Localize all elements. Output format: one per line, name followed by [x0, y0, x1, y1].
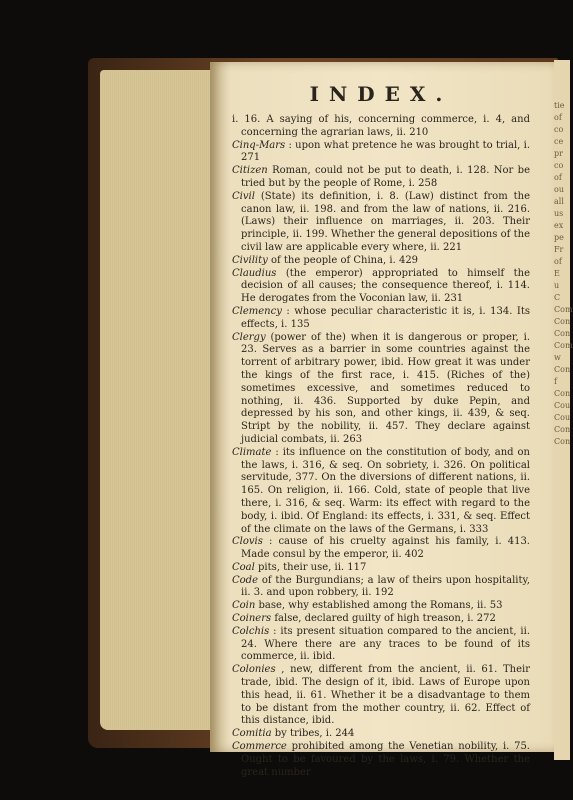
entry-headword: Clergy — [232, 331, 266, 343]
entry-text: pits, their use, ii. 117 — [258, 561, 367, 573]
entry-text: : its influence on the constitution of body, and on the laws, i. 316, & seq. On sobriety, i. 326. On political servitude, 377. On the diversions of different nations, ii. 165. On religion, ii. 166. Cold, state of people that live there, i. 316, & seq. Warm: its effect with regard to the body, i. ibid. Of England: its effects, i. 331, & seq. Effect of the climate on the laws of the Germans, i. 333 — [241, 446, 530, 535]
entry-headword: Commerce — [232, 741, 287, 753]
adjacent-page-fragment: ex — [554, 221, 564, 230]
adjacent-page-fragment: pe — [554, 233, 564, 242]
index-entry — [232, 741, 530, 779]
entry-text: i. 16. A saying of his, concerning commerce, i. 4, and concerning the agrarian laws, ii. 210 — [232, 114, 530, 138]
adjacent-page-fragment: tie — [554, 101, 565, 110]
index-entry — [232, 114, 530, 140]
index-entry — [232, 575, 530, 601]
adjacent-page-text — [554, 100, 573, 448]
adjacent-page-fragment: pr — [554, 149, 563, 158]
index-entry — [232, 562, 530, 575]
entry-headword: Civil — [232, 190, 255, 202]
adjacent-page-fragment: u — [554, 281, 560, 290]
adjacent-page-fragment: f — [554, 377, 557, 386]
index-entry — [232, 306, 530, 332]
index-entry — [232, 447, 530, 537]
index-entry — [232, 613, 530, 626]
entry-text: (power of the) when it is dangerous or proper, i. 23. Serves as a barrier in some countries against the torrent of arbitrary power, ibid. How great it was under the kings of the first race, i. 415. (Riches of the) sometimes excessive, and sometimes reduced to nothing, ii. 436. Supported by duke Pepin, and depressed by his son, and other kings, ii. 439, & seq. Stript by the nobility, ii. 457. They declare against judicial combats, ii. 263 — [241, 331, 530, 445]
adjacent-page-fragment: co — [554, 161, 564, 170]
adjacent-page-fragment: Cou — [554, 413, 571, 422]
adjacent-page-fragment: Con — [554, 365, 571, 374]
adjacent-page-fragment: of — [554, 173, 562, 182]
index-entry — [232, 191, 530, 255]
adjacent-page-fragment: C — [554, 293, 561, 302]
entry-headword: Colchis — [232, 625, 270, 637]
adjacent-page-fragment: Con — [554, 317, 571, 326]
entry-text: : its present situation compared to the ancient, ii. 24. Where there are any traces to be found of its commerce, ii. ibid. — [241, 625, 530, 663]
adjacent-page-fragment: Con — [554, 425, 571, 434]
index-entry — [232, 255, 530, 268]
index-entry — [232, 536, 530, 562]
adjacent-page-fragment: co — [554, 125, 564, 134]
index-entry — [232, 268, 530, 306]
page-edges — [100, 70, 218, 730]
adjacent-page-fragment: E — [554, 269, 560, 278]
adjacent-page-fragment: Con — [554, 389, 571, 398]
entry-text: of the people of China, i. 429 — [270, 254, 419, 266]
entry-headword: Clemency — [232, 305, 282, 317]
adjacent-page-fragment: w — [554, 353, 561, 362]
adjacent-page-fragment: Com — [554, 341, 573, 350]
entry-text: of the Burgundians; a law of theirs upon hospitality, ii. 3. and upon robbery, ii. 192 — [241, 574, 530, 599]
entry-text: , new, different from the ancient, ii. 61. Their trade, ibid. The design of it, ibid. Laws of Europe upon this head, ii. 61. Whether it be a disadvantage to them to be distant from the mother country, ii. 62. Effect of this distance, ibid. — [241, 664, 531, 727]
entry-text: Roman, could not be put to death, i. 128. Nor be tried but by the people of Rome, i. 258 — [241, 165, 530, 189]
index-entry — [232, 664, 530, 728]
entry-headword: Code — [232, 574, 258, 586]
entry-headword: Coin — [232, 600, 256, 612]
entry-text: by tribes, i. 244 — [274, 728, 355, 740]
adjacent-page-fragment: Fr — [554, 245, 564, 254]
adjacent-page-fragment: Cou — [554, 401, 571, 410]
entry-headword: Comitia — [232, 728, 272, 740]
index-entries — [232, 114, 530, 779]
adjacent-page-fragment: ou — [554, 185, 564, 194]
adjacent-page-fragment: of — [554, 257, 562, 266]
entry-text: (State) its definition, i. 8. (Law) distinct from the canon law, ii. 198. and from the law of nations, ii. 216. (Laws) their influence on marriages, ii. 203. Their principle, ii. 199. Whether the general depositions of the civil law are applicable every where, ii. 221 — [241, 190, 530, 253]
entry-text: base, why established among the Romans, ii. 53 — [258, 600, 503, 612]
entry-headword: Clovis — [232, 536, 263, 548]
adjacent-page-fragment: Com — [554, 305, 573, 314]
page-content — [232, 84, 530, 779]
entry-text: : whose peculiar characteristic it is, i. 134. Its effects, i. 135 — [241, 305, 531, 330]
entry-headword: Colonies — [232, 664, 276, 676]
index-entry — [232, 600, 530, 613]
entry-headword: Claudius — [232, 267, 277, 279]
entry-text: false, declared guilty of high treason, i. 272 — [274, 613, 496, 625]
adjacent-page-fragment: Con — [554, 329, 571, 338]
entry-headword: Coiners — [232, 613, 272, 625]
adjacent-page-fragment: us — [554, 209, 564, 218]
entry-headword: Climate — [232, 446, 272, 458]
entry-headword: Cinq-Mars — [232, 139, 286, 151]
entry-text: prohibited among the Venetian nobility, i. 75. Ought to be favoured by the laws, i. 79. Whether the great number — [241, 741, 530, 778]
page-title: INDEX. — [309, 82, 453, 106]
adjacent-page-fragment: Con — [554, 437, 571, 446]
index-entry — [232, 728, 530, 741]
entry-text: : upon what pretence he was brought to trial, i. 271 — [241, 139, 530, 164]
entry-headword: Coal — [232, 561, 255, 573]
entry-text: (the emperor) appropriated to himself the decision of all causes; the consequence thereof, i. 114. He derogates from the Voconian law, ii. 231 — [241, 267, 530, 305]
adjacent-page — [554, 60, 573, 760]
adjacent-page-fragment: all — [554, 197, 564, 206]
entry-headword: Citizen — [232, 165, 268, 177]
index-entry — [232, 332, 530, 447]
entry-headword: Civility — [232, 254, 268, 266]
index-entry — [232, 165, 530, 191]
adjacent-page-fragment: of — [554, 113, 562, 122]
adjacent-page-fragment: ce — [554, 137, 564, 146]
entry-text: : cause of his cruelty against his family, i. 413. Made consul by the emperor, ii. 402 — [241, 536, 530, 561]
index-entry — [232, 626, 530, 664]
index-entry — [232, 140, 530, 166]
